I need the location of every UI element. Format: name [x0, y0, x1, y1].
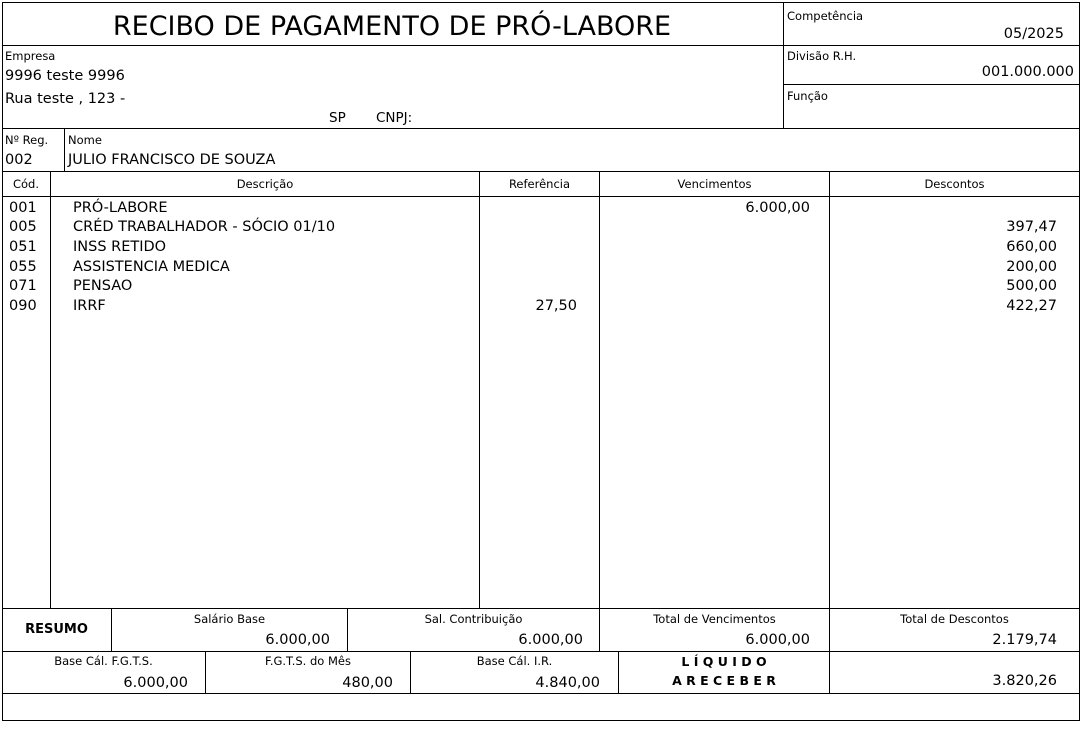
base-fgts-label: Base Cál. F.G.T.S.	[54, 654, 153, 668]
liquido-value: 3.820,26	[992, 673, 1057, 689]
liquido-label-line2: A R E C E B E R	[672, 673, 776, 688]
item-cod: 090	[9, 298, 37, 314]
item-cod: 005	[9, 219, 37, 235]
reg-label: Nº Reg.	[5, 133, 49, 147]
item-descricao: PRÓ-LABORE	[73, 200, 168, 216]
item-descontos: 397,47	[1006, 219, 1057, 235]
empresa-name: 9996 teste 9996	[5, 68, 125, 84]
sal-contribuicao-label: Sal. Contribuição	[424, 612, 523, 626]
item-cod: 055	[9, 259, 37, 275]
total-vencimentos-value: 6.000,00	[745, 632, 810, 648]
fgts-mes-value: 480,00	[342, 675, 393, 691]
name-label: Nome	[68, 133, 102, 147]
total-vencimentos-label: Total de Vencimentos	[653, 612, 776, 626]
item-descontos: 660,00	[1006, 239, 1057, 255]
empresa-address: Rua teste , 123 -	[5, 91, 126, 107]
item-descricao: CRÉD TRABALHADOR - SÓCIO 01/10	[73, 219, 336, 235]
competencia-value: 05/2025	[1003, 26, 1064, 42]
salario-base-label: Salário Base	[193, 612, 266, 626]
empresa-uf: SP	[329, 110, 346, 126]
liquido-label-line1: L Í Q U I D O	[681, 654, 767, 669]
cnpj-label: CNPJ:	[376, 110, 413, 126]
col-descricao: Descrição	[236, 177, 294, 191]
item-descontos: 422,27	[1006, 298, 1057, 314]
item-vencimentos: 6.000,00	[745, 200, 810, 216]
base-fgts-value: 6.000,00	[123, 675, 188, 691]
resumo-label: RESUMO	[25, 622, 88, 637]
item-cod: 071	[9, 278, 37, 294]
item-descricao: ASSISTENCIA MEDICA	[73, 259, 230, 275]
employee-name: JULIO FRANCISCO DE SOUZA	[68, 152, 276, 168]
base-ir-value: 4.840,00	[535, 675, 600, 691]
item-descricao: PENSAO	[73, 278, 133, 294]
divisao-rh-value: 001.000.000	[981, 64, 1074, 80]
salario-base-value: 6.000,00	[265, 632, 330, 648]
col-vencimentos: Vencimentos	[677, 177, 752, 191]
col-descontos: Descontos	[924, 177, 985, 191]
item-descricao: IRRF	[73, 298, 106, 314]
empresa-label: Empresa	[5, 49, 56, 63]
page-title: RECIBO DE PAGAMENTO DE PRÓ-LABORE	[112, 11, 672, 42]
total-descontos-label: Total de Descontos	[900, 612, 1009, 626]
item-descricao: INSS RETIDO	[73, 239, 167, 255]
base-ir-label: Base Cál. I.R.	[476, 654, 553, 668]
item-cod: 001	[9, 200, 37, 216]
funcao-label: Função	[787, 89, 828, 103]
item-descontos: 200,00	[1006, 259, 1057, 275]
col-referencia: Referência	[508, 177, 571, 191]
sal-contribuicao-value: 6.000,00	[518, 632, 583, 648]
reg-value: 002	[5, 152, 33, 168]
total-descontos-value: 2.179,74	[992, 632, 1057, 648]
item-referencia: 27,50	[535, 298, 577, 314]
fgts-mes-label: F.G.T.S. do Mês	[265, 654, 351, 668]
competencia-label: Competência	[787, 9, 864, 23]
divisao-rh-label: Divisão R.H.	[787, 49, 857, 63]
item-cod: 051	[9, 239, 37, 255]
col-cod: Cód.	[12, 177, 40, 191]
item-descontos: 500,00	[1006, 278, 1057, 294]
